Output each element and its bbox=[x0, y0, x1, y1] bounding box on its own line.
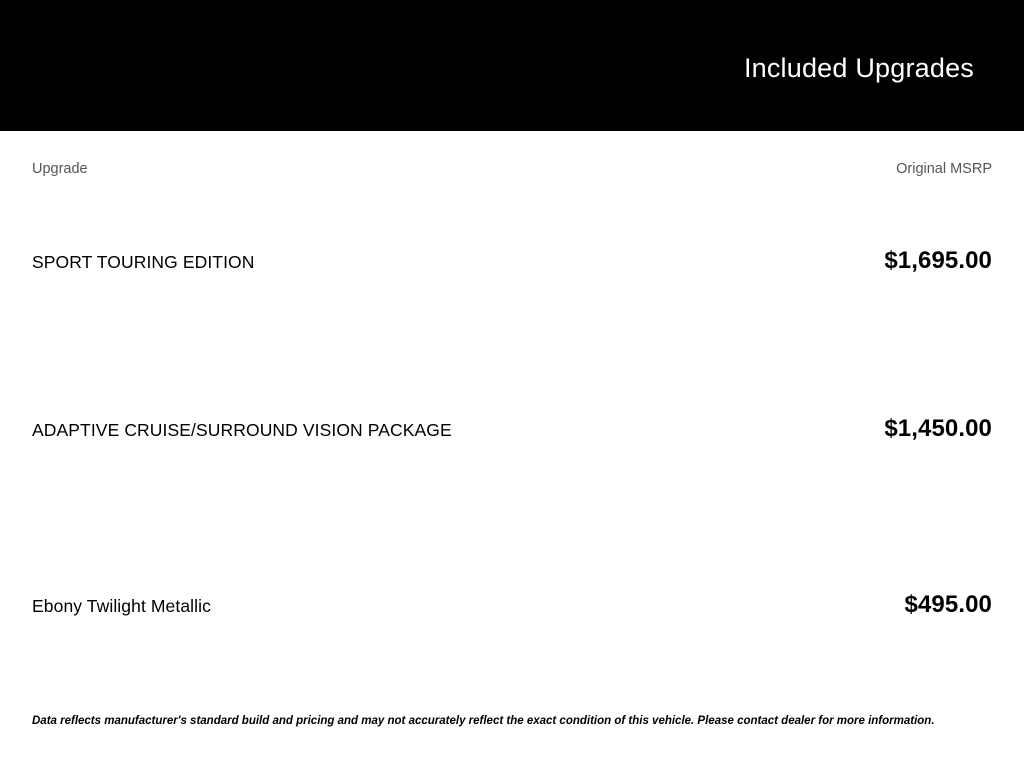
upgrades-list bbox=[32, 177, 992, 705]
table-row bbox=[32, 353, 992, 529]
bottom-spacer bbox=[32, 727, 992, 768]
disclaimer-text: Data reflects manufacturer's standard build and pricing and may not accurately reflect the exact condition of this vehicle. Please contact dealer for more information. bbox=[32, 715, 935, 727]
table-column-headers bbox=[32, 161, 992, 177]
column-header-upgrade: Upgrade bbox=[32, 161, 88, 177]
column-header-original-msrp: Original MSRP bbox=[896, 161, 992, 177]
table-row bbox=[32, 177, 992, 353]
upgrade-name: SPORT TOURING EDITION bbox=[32, 252, 255, 272]
upgrade-price: $1,450.00 bbox=[884, 415, 992, 442]
upgrade-name: ADAPTIVE CRUISE/SURROUND VISION PACKAGE bbox=[32, 420, 452, 440]
page-header bbox=[0, 0, 1024, 131]
upgrades-content bbox=[0, 131, 1024, 768]
upgrade-name: Ebony Twilight Metallic bbox=[32, 596, 212, 616]
upgrade-price: $495.00 bbox=[904, 591, 992, 618]
page-title: Included Upgrades bbox=[743, 53, 974, 83]
upgrade-price: $1,695.00 bbox=[884, 247, 992, 274]
table-row bbox=[32, 529, 992, 705]
